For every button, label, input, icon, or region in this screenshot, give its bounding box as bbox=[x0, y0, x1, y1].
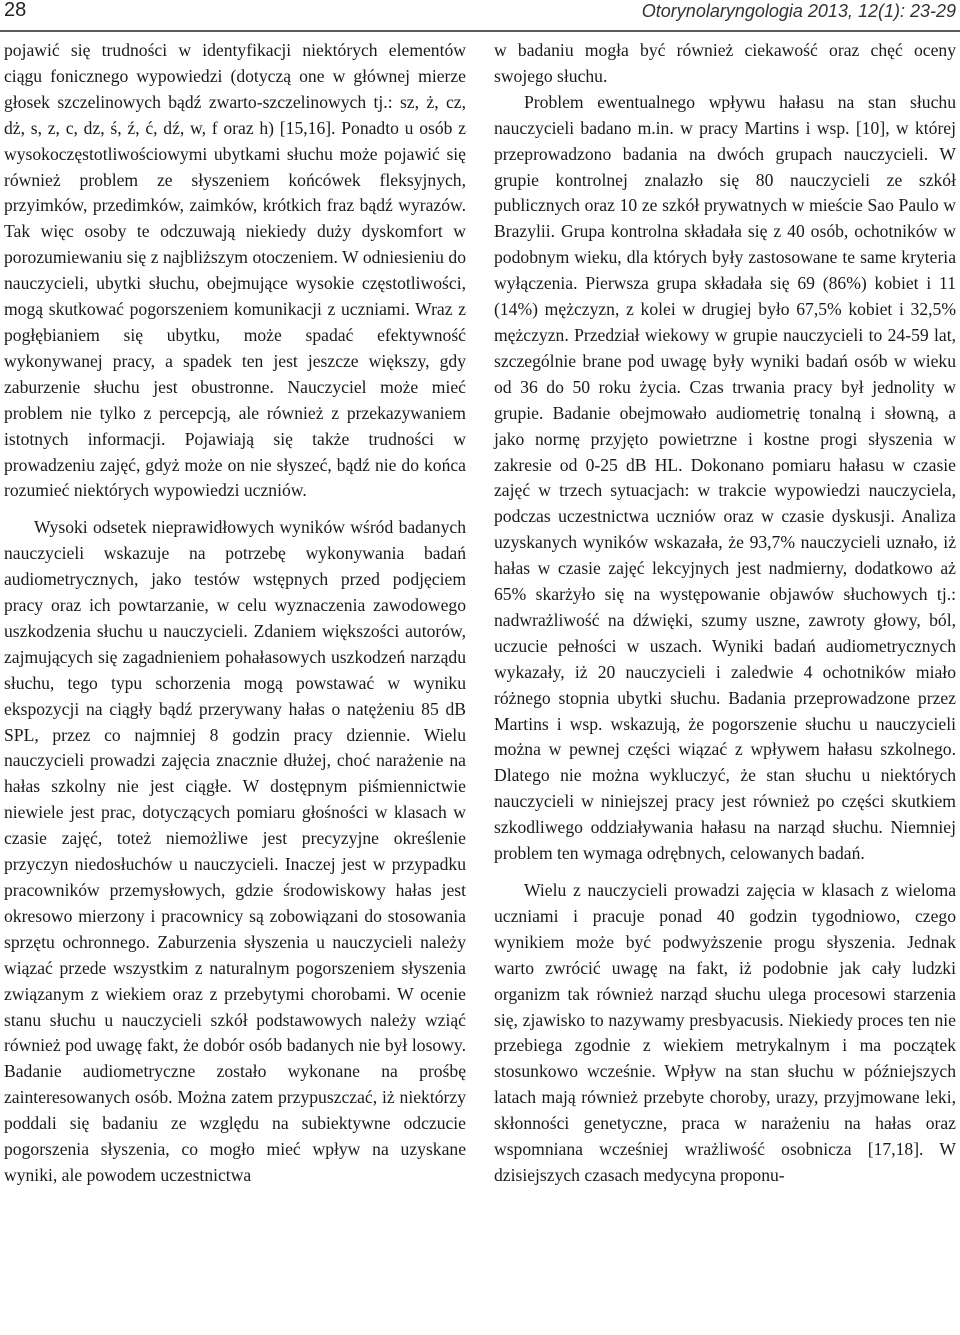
paragraph: w badaniu mogła być również ciekawość oraz chęć oceny swojego słuchu. bbox=[494, 40, 956, 86]
right-column bbox=[494, 38, 956, 1189]
left-column bbox=[4, 38, 466, 1189]
paragraph: Problem ewentualnego wpływu hałasu na stan słuchu nauczycieli badano m.in. w pracy Martins i wsp. [10], w której przeprowadzono badania na dwóch grupach nauczycieli. W grupie kontrolnej znalazło się 80 nauczycieli ze szkół publicznych oraz 10 ze szkół prywatnych w mieście Sao Paulo w Brazylii. Grupa kontrolna składała się z 40 osób, ochotników w podobnym wieku, dla których były zastosowane te same kryteria wyłączenia. Pierwsza grupa składała się 69 (86%) kobiet i 11 (14%) mężczyzn, z kolei w drugiej było 67,5% kobiet i 32,5% mężczyzn. Przedział wiekowy w grupie nauczycieli to 24-59 lat, szczególnie brane pod uwagę były wyniki badań osób w wieku od 36 do 50 roku życia. Czas trwania pracy był jednolity w grupie. Badanie obejmowało audiometrię tonalną i słowną, a jako normę przyjęto powietrzne i kostne progi słyszenia w zakresie od 0-25 dB HL. Dokonano pomiaru hałasu w czasie zajęć w trzech sytuacjach: w trakcie wypowiedzi nauczyciela, podczas uczestnictwa uczniów oraz w czasie dyskusji. Analiza uzyskanych wyników wskazała, że 93,7% nauczycieli uznało, iż hałas w czasie zajęć lekcyjnych jest nadmierny, dodatkowo aż 65% skarżyło się na występowanie objawów słuchowych tj.: nadwrażliwość na dźwięki, szumy uszne, zawroty głowy, ból, uczucie pełności w uszach. Wyniki badań audiometrycznych wykazały, iż 20 nauczycieli i zaledwie 4 ochotników miało różnego stopnia ubytki słuchu. Badania przeprowadzone przez Martins i wsp. wskazują, że pogorszenie słuchu u nauczycieli można w pewnej części wiązać z wpływem hałasu szkolnego. Dlatego nie można wykluczyć, że stan słuchu u niektórych nauczycieli w niniejszej pracy jest również po części skutkiem szkodliwego oddziaływania hałasu na narząd słuchu. Niemniej problem ten wymaga odrębnych, celowanych badań. bbox=[494, 91, 956, 864]
page-header bbox=[0, 0, 960, 32]
paragraph: Wysoki odsetek nieprawidłowych wyników wśród badanych nauczycieli wskazuje na potrzebę wykonywania badań audiometrycznych, jako testów wstępnych przed podjęciem pracy oraz ich powtarzanie, w celu wyznaczenia zawodowego uszkodzenia słuchu u nauczycieli. Zdaniem większości autorów, zajmujących się zagadnieniem pohałasowych uszkodzeń narządu słuchu, tego typu schorzenia mogą powstawać w wyniku ekspozycji na ciągły bądź przerywany hałas o natężeniu 85 dB SPL, przez co najmniej 8 godzin pracy dziennie. Wielu nauczycieli prowadzi zajęcia znacznie dłużej, choć narażenie na hałas szkolny nie jest ciągłe. W dostępnym piśmiennictwie niewiele jest prac, dotyczących pomiaru głośności w klasach w czasie zajęć, toteż niemożliwe jest precyzyjne określenie przyczyn niedosłuchów u nauczycieli. Inaczej jest w przypadku pracowników przemysłowych, gdzie środowiskowy hałas jest okresowo mierzony i pracownicy są zobowiązani do stosowania sprzętu ochronnego. Zaburzenia słyszenia u nauczycieli należy wiązać przede wszystkim z naturalnym pogorszeniem słyszenia związanym z wiekiem oraz z przebytymi chorobami. W ocenie stanu słuchu u nauczycieli szkół podstawowych należy wziąć również pod uwagę fakt, że dobór osób badanych nie był losowy. Badanie audiometryczne zostało wykonane na prośbę zainteresowanych osób. Można zatem przypuszczać, iż niektórzy poddali się badaniu ze względu na subiektywne odczucie pogorszenia słyszenia, co mogło mieć wpływ na uzyskane wyniki, ale powodem uczestnictwa bbox=[4, 517, 466, 1185]
paragraph: pojawić się trudności w identyfikacji niektórych elementów ciągu fonicznego wypowiedzi (dotyczą one w głównej mierze głosek szczelinowych bądź zwarto-szczelinowych tj.: sz, ż, cz, dż, s, z, c, dz, ś, ź, ć, dź, w, f oraz h) [15,16]. Ponadto u osób z wysokoczęstotliwościowymi ubytkami słuchu może pojawić się również problem ze słyszeniem końcówek fleksyjnych, przyimków, przedimków, zaimków, krótkich fraz bądź wyrazów. Tak więc osoby te odczuwają niekiedy duży dyskomfort w porozumiewaniu się z najbliższym otoczeniem. W odniesieniu do nauczycieli, ubytki słuchu, obejmujące wysokie częstotliwości, mogą skutkować pogorszeniem komunikacji z uczniami. Wraz z pogłębianiem się ubytku, może spadać efektywność wykonywanej pracy, a spadek ten jest jeszcze większy, gdy zaburzenie słuchu jest obustronne. Nauczyciel może mieć problem nie tylko z percepcją, ale również z przekazywaniem istotnych informacji. Pojawiają się także trudności w prowadzeniu zajęć, gdyż może on nie słyszeć, bądź nie do końca rozumieć niektórych wypowiedzi uczniów. bbox=[4, 40, 466, 501]
journal-citation: Otorynolaryngologia 2013, 12(1): 23-29 bbox=[641, 1, 956, 21]
page-number: 28 bbox=[4, 0, 27, 21]
paragraph: Wielu z nauczycieli prowadzi zajęcia w klasach z wieloma uczniami i pracuje ponad 40 godzin tygodniowo, czego wynikiem może być podwyższenie progu słyszenia. Jednak warto zwrócić uwagę na fakt, iż podobnie jak cały ludzki organizm tak również narząd słuchu ulega procesowi starzenia się, zjawisko to nazywamy presbyacusis. Niekiedy proces ten nie przebiega zgodnie z wiekiem metrykalnym i ma początek stosunkowo wcześnie. Wpływ na stan słuchu w późniejszych latach mają również przebyte choroby, urazy, przyjmowane leki, skłonności genetyczne, praca w narażeniu na hałas oraz wspomniana wcześniej wrażliwość osobnicza [17,18]. W dzisiejszych czasach medycyna proponu- bbox=[494, 880, 956, 1185]
